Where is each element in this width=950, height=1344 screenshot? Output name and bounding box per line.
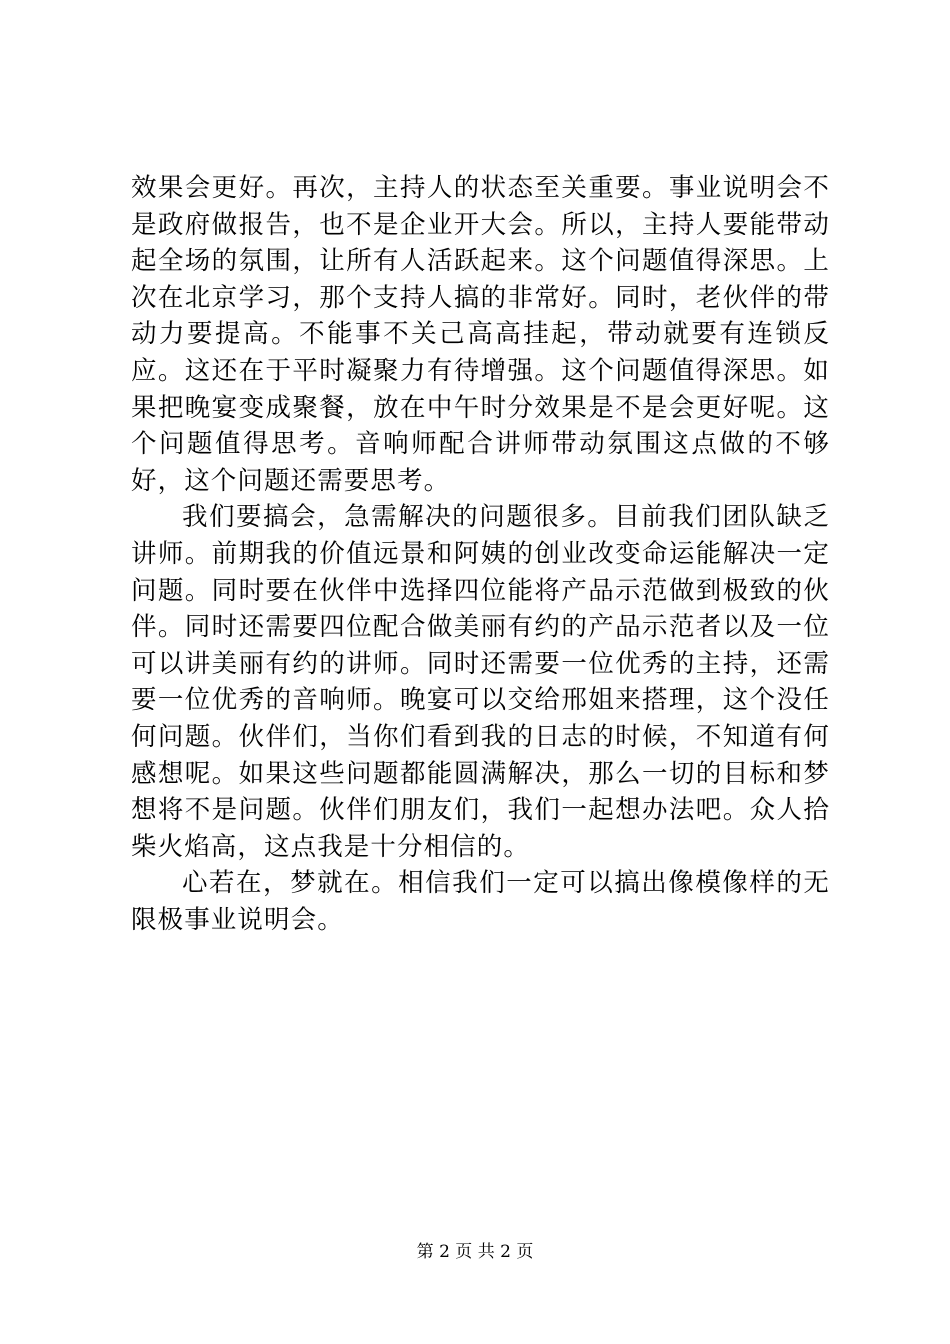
page-footer: 第 2 页 共 2 页 [416, 1242, 534, 1262]
paragraph-2: 我们要搞会，急需解决的问题很多。目前我们团队缺乏讲师。前期我的价值远景和阿姨的创业改变命运能解决一定问题。同时要在伙伴中选择四位能将产品示范做到极致的伙伴。同时还需要四位配合做美丽有约的产品示范者以及一位可以讲美丽有约的讲师。同时还需要一位优秀的主持，还需要一位优秀的音响师。晚宴可以交给邢姐来搭理，这个没任何问题。伙伴们，当你们看到我的日志的时候，不知道有何感想呢。如果这些问题都能圆满解决，那么一切的目标和梦想将不是问题。伙伴们朋友们，我们一起想办法吧。众人拾柴火焰高，这点我是十分相信的。 [131, 502, 830, 862]
paragraph-3: 心若在，梦就在。相信我们一定可以搞出像模像样的无限极事业说明会。 [131, 868, 830, 935]
document-body [131, 170, 830, 938]
paragraph-1: 效果会更好。再次，主持人的状态至关重要。事业说明会不是政府做报告，也不是企业开大会。所以，主持人要能带动起全场的氛围，让所有人活跃起来。这个问题值得深思。上次在北京学习，那个支持人搞的非常好。同时，老伙伴的带动力要提高。不能事不关己高高挂起，带动就要有连锁反应。这还在于平时凝聚力有待增强。这个问题值得深思。如果把晚宴变成聚餐，放在中午时分效果是不是会更好呢。这个问题值得思考。音响师配合讲师带动氛围这点做的不够好，这个问题还需要思考。 [131, 173, 830, 496]
